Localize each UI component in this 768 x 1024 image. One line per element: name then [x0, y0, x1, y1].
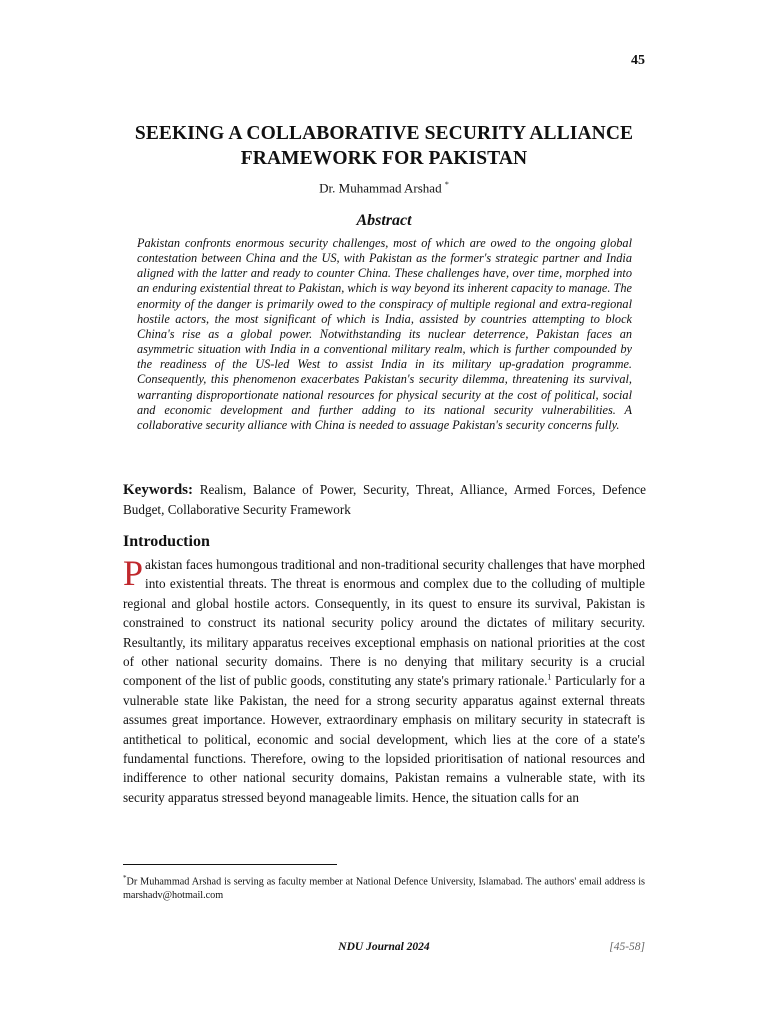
- abstract-text: Pakistan confronts enormous security challenges, most of which are owed to the ongoing global contestation between China and the US, with Pakistan as the former's strategic partner and India aligned with the latter and ready to counter China. These challenges have, over time, morphed into an enduring existential threat to Pakistan, which is way beyond its inherent capacity to manage. The enormity of the danger is primarily owed to the conspiracy of multiple regional and extra-regional hostile actors, the most significant of which is India, assisted by countries attempting to block China's rise as a global power. Notwithstanding its nuclear deterrence, Pakistan faces an asymmetric situation with India in a conventional military realm, which is further compounded by the readiness of the US-led West to assist India in its military up-gradation programme. Consequently, this phenomenon exacerbates Pakistan's security dilemma, threatening its survival, warranting disproportionate national resources for physical security at the cost of political, social and economic development and further adding to its national security vulnerabilities. A collaborative security alliance with China is needed to assuage Pakistan's security concerns fully.: [137, 236, 632, 432]
- article-title: [100, 121, 668, 171]
- footnote-text: Dr Muhammad Arshad is serving as faculty member at National Defence University, Islamabad. The authors' email address is marshadv@hotmail.com: [123, 876, 645, 902]
- page-number: 45: [631, 53, 645, 68]
- title-line-2: FRAMEWORK FOR PAKISTAN: [240, 148, 528, 169]
- title-line-1: SEEKING A COLLABORATIVE SECURITY ALLIANCE: [134, 123, 634, 144]
- footnote-divider: [123, 864, 337, 865]
- footnote-ref-1[interactable]: 1: [547, 673, 552, 683]
- abstract-heading: Abstract: [356, 212, 412, 229]
- introduction-paragraph: [123, 555, 645, 807]
- intro-text-part2: Particularly for a vulnerable state like Pakistan, the need for a strong security apparatus against external threats assumes great importance. However, extraordinary emphasis on military security in statecraft is antithetical to political, economic and social development, which lies at the core of a state's fundamental functions. Therefore, owing to the lopsided prioritisation of national resources and indifference to other national security domains, Pakistan remains a vulnerable state, with its security apparatus stressed beyond manageable limits. Hence, the situation calls for an: [123, 673, 645, 805]
- drop-cap: P: [123, 553, 144, 593]
- keywords-paragraph: [123, 480, 646, 520]
- keywords-list: Realism, Balance of Power, Security, Threat, Alliance, Armed Forces, Defence Budget, Collaborative Security Framework: [123, 482, 647, 517]
- author-line: [0, 180, 768, 196]
- keywords-label: Keywords:: [123, 482, 193, 498]
- footnote: [123, 871, 645, 903]
- author-footnote-marker[interactable]: *: [444, 180, 449, 189]
- footnote-marker: *: [123, 874, 127, 882]
- author-name: Dr. Muhammad Arshad: [319, 180, 442, 196]
- introduction-heading: Introduction: [123, 533, 210, 550]
- page-range: [45-58]: [609, 941, 645, 953]
- journal-name: NDU Journal 2024: [338, 941, 430, 953]
- intro-text-part1: akistan faces humongous traditional and non-traditional security challenges that have morphed into existential threats. The threat is enormous and complex due to the colluding of multiple regional and global hostile actors. Consequently, in its quest to ensure its survival, Pakistan is constrained to construct its national security policy around the dictates of military security. Resultantly, its military apparatus receives exceptional emphasis on national priorities at the cost of other national security domains. There is no denying that military security is a crucial component of the list of public goods, constituting any state's primary rationale.: [123, 557, 645, 689]
